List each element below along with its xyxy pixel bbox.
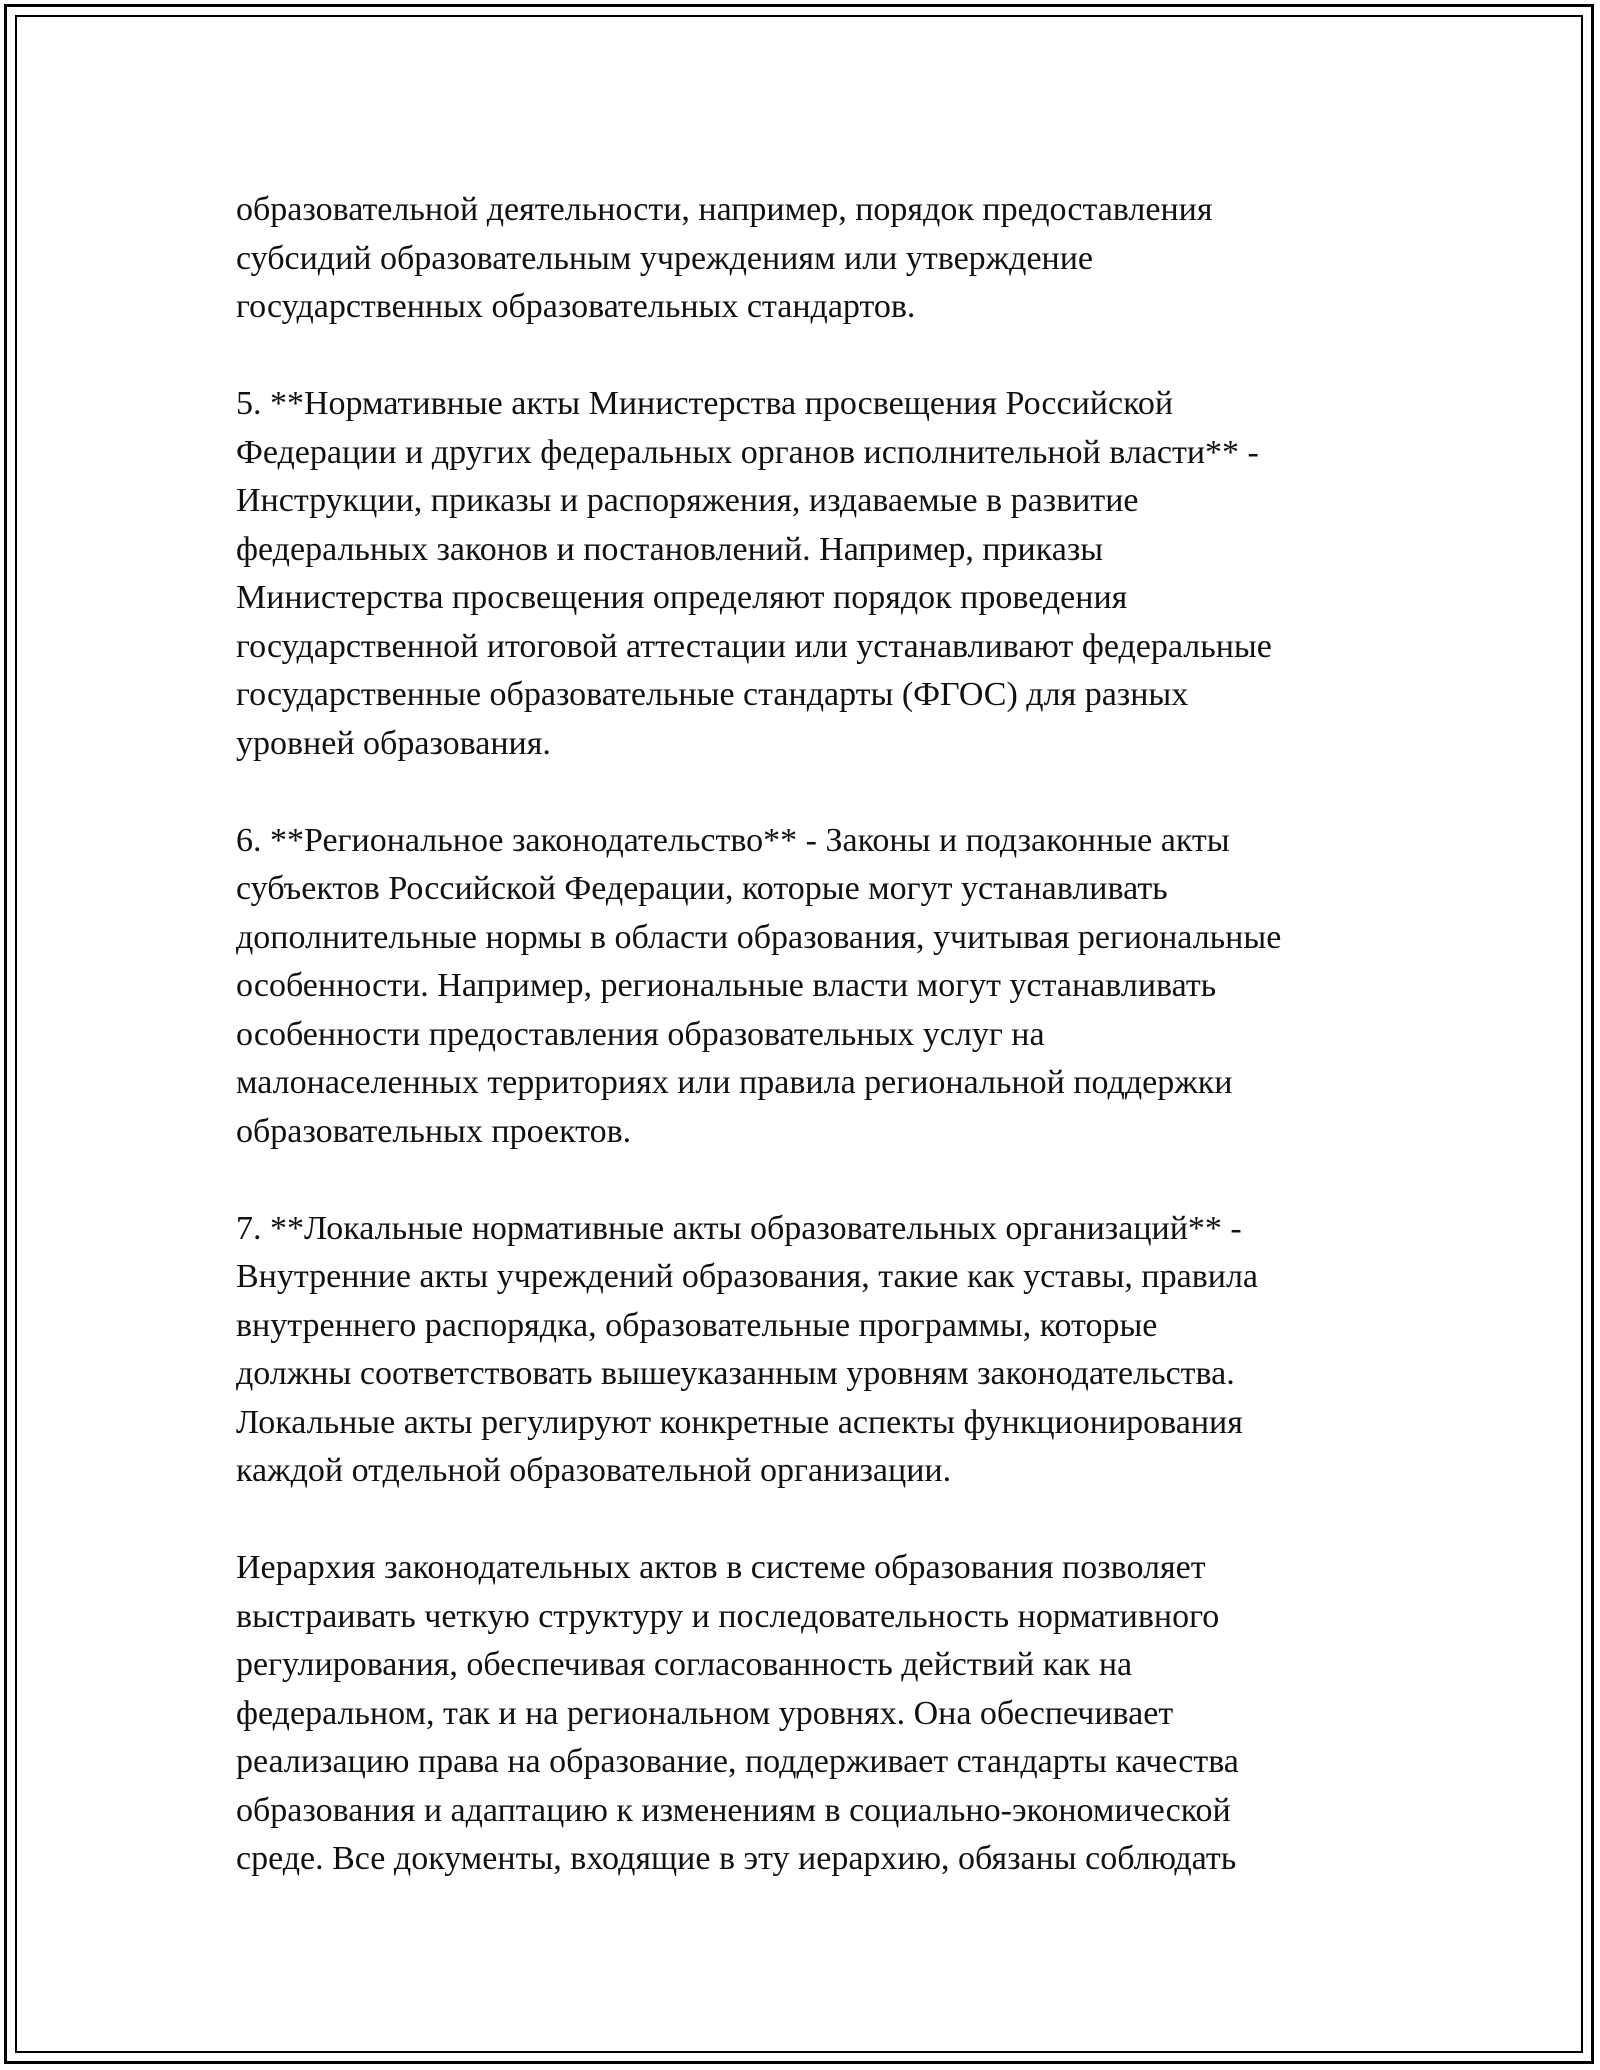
text-line: образовательной деятельности, например, порядок предоставления <box>236 191 1213 228</box>
text-line: 5. **Нормативные акты Министерства просвещения Российской <box>236 385 1174 422</box>
paragraph-item-7 <box>236 1205 1376 1496</box>
text-line: особенности предоставления образовательных услуг на <box>236 1015 1045 1053</box>
text-line: Локальные акты регулируют конкретные аспекты функционирования <box>236 1403 1243 1441</box>
text-line: Иерархия законодательных актов в системе образования позволяет <box>236 1549 1206 1586</box>
paragraph-gap <box>236 1156 1376 1205</box>
text-line: Министерства просвещения определяют порядок проведения <box>236 579 1128 616</box>
paragraph-item-6 <box>236 817 1376 1157</box>
paragraph-gap <box>236 768 1376 817</box>
paragraph-item-5 <box>236 380 1376 768</box>
text-line: государственных образовательных стандартов. <box>236 288 916 325</box>
text-line: малонаселенных территориях или правила региональной поддержки <box>236 1064 1233 1101</box>
text-line: реализацию права на образование, поддерживает стандарты качества <box>236 1743 1239 1780</box>
text-line: Внутренние акты учреждений образования, такие как уставы, правила <box>236 1258 1259 1295</box>
text-line: регулирования, обеспечивая согласованность действий как на <box>236 1646 1133 1683</box>
paragraph-gap <box>236 1496 1376 1545</box>
text-line: 7. **Локальные нормативные акты образовательных организаций** - <box>236 1209 1242 1247</box>
text-line: федеральном, так и на региональном уровнях. Она обеспечивает <box>236 1694 1174 1732</box>
text-line: государственной итоговой аттестации или устанавливают федеральные <box>236 627 1272 665</box>
text-line: образовательных проектов. <box>236 1112 632 1150</box>
text-line: субъектов Российской Федерации, которые могут устанавливать <box>236 870 1168 907</box>
text-line: Инструкции, приказы и распоряжения, издаваемые в развитие <box>236 482 1139 519</box>
paragraph-conclusion <box>236 1544 1376 1884</box>
text-line: Федерации и других федеральных органов исполнительной власти** - <box>236 433 1259 471</box>
paragraph-gap <box>236 332 1376 381</box>
text-line: государственные образовательные стандарты (ФГОС) для разных <box>236 676 1189 713</box>
text-line: среде. Все документы, входящие в эту иерархию, обязаны соблюдать <box>236 1840 1237 1877</box>
text-line: каждой отдельной образовательной организации. <box>236 1452 952 1489</box>
text-line: внутреннего распорядка, образовательные программы, которые <box>236 1306 1158 1344</box>
text-line: субсидий образовательным учреждениям или утверждение <box>236 239 1094 277</box>
text-line: выстраивать четкую структуру и последовательность нормативного <box>236 1597 1220 1635</box>
text-line: образования и адаптацию к изменениям в социально-экономической <box>236 1791 1231 1829</box>
text-line: 6. **Региональное законодательство** - Законы и подзаконные акты <box>236 821 1230 859</box>
text-line: дополнительные нормы в области образования, учитывая региональные <box>236 918 1282 956</box>
document-body <box>236 186 1376 1884</box>
text-line: уровней образования. <box>236 724 551 762</box>
text-line: должны соответствовать вышеуказанным уровням законодательства. <box>236 1355 1235 1392</box>
text-line: особенности. Например, региональные власти могут устанавливать <box>236 967 1217 1004</box>
paragraph-continuation <box>236 186 1376 332</box>
text-line: федеральных законов и постановлений. Например, приказы <box>236 530 1104 568</box>
